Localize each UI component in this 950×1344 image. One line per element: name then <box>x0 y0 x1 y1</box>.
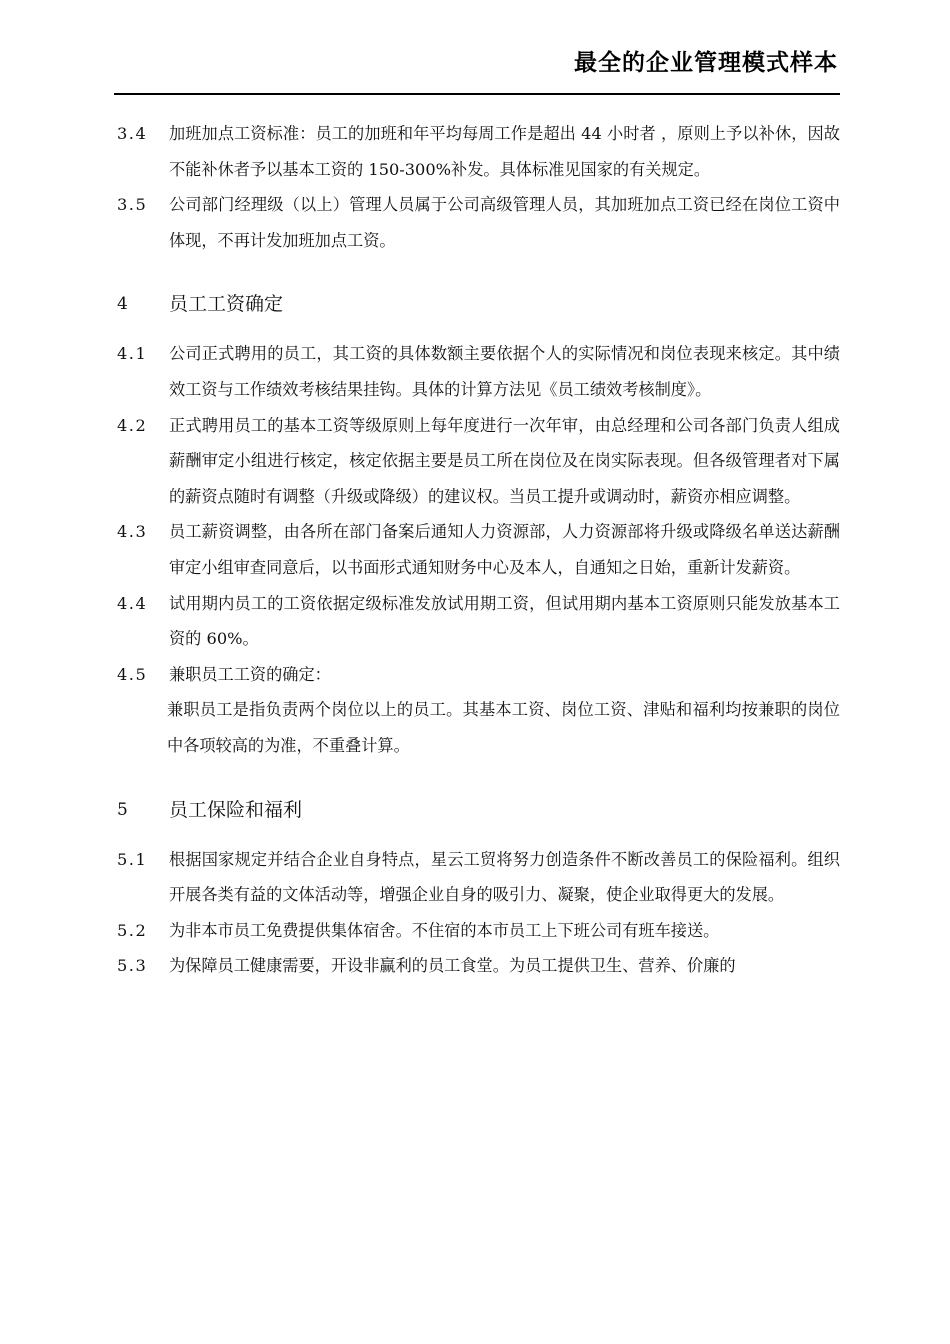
section-5-heading <box>117 790 840 830</box>
clause-4-3 <box>117 514 840 585</box>
clause-5-1 <box>117 842 840 913</box>
clause-text: 试用期内员工的工资依据定级标准发放试用期工资，但试用期内基本工资原则只能发放基本工资的 60%。 <box>169 593 840 649</box>
clause-number: 5.1 <box>117 849 148 869</box>
clause-5-2 <box>117 913 840 949</box>
clause-4-2 <box>117 408 840 515</box>
clause-number: 3.4 <box>117 124 148 143</box>
clause-4-4 <box>117 586 840 657</box>
clause-3-5 <box>117 187 840 258</box>
section-title: 员工工资确定 <box>169 293 284 316</box>
header-divider <box>114 93 840 95</box>
document-body <box>117 116 840 984</box>
clause-number: 4.2 <box>117 415 148 435</box>
section-number: 4 <box>117 294 128 315</box>
clause-number: 4.3 <box>117 522 148 542</box>
section-4-heading <box>117 284 840 324</box>
clause-number: 5.2 <box>117 920 148 940</box>
clause-number: 4.4 <box>117 593 148 613</box>
clause-3-4 <box>117 116 840 187</box>
clause-text: 根据国家规定并结合企业自身特点，星云工贸将努力创造条件不断改善员工的保险福利。组织开展各类有益的文体活动等，增强企业自身的吸引力、凝聚，使企业取得更大的发展。 <box>169 849 840 905</box>
clause-text: 员工薪资调整，由各所在部门备案后通知人力资源部，人力资源部将升级或降级名单送达薪酬审定小组审查同意后，以书面形式通知财务中心及本人，自通知之日始，重新计发薪资。 <box>169 522 840 577</box>
clause-4-1 <box>117 336 840 407</box>
clause-4-5 <box>117 657 840 693</box>
clause-5-3 <box>117 948 840 984</box>
clause-number: 5.3 <box>117 956 148 976</box>
clause-number: 3.5 <box>117 195 148 215</box>
clause-number: 4.5 <box>117 664 148 684</box>
clause-text: 公司部门经理级（以上）管理人员属于公司高级管理人员，其加班加点工资已经在岗位工资中体现，不再计发加班加点工资。 <box>169 195 840 250</box>
clause-4-5-detail: 兼职员工是指负责两个岗位以上的员工。其基本工资、岗位工资、津贴和福利均按兼职的岗位中各项较高的为准，不重叠计算。 <box>167 700 840 755</box>
clause-text: 为非本市员工免费提供集体宿舍。不住宿的本市员工上下班公司有班车接送。 <box>169 920 720 940</box>
clause-text: 公司正式聘用的员工，其工资的具体数额主要依据个人的实际情况和岗位表现来核定。其中绩效工资与工作绩效考核结果挂钩。具体的计算方法见《员工绩效考核制度》。 <box>169 344 840 399</box>
clause-number: 4.1 <box>117 344 148 364</box>
clause-text: 兼职员工工资的确定： <box>169 664 331 684</box>
clause-text: 正式聘用员工的基本工资等级原则上每年度进行一次年审，由总经理和公司各部门负责人组成薪酬审定小组进行核定，核定依据主要是员工所在岗位及在岗实际表现。但各级管理者对下属的薪资点随时有调整（升级或降级）的建议权。当员工提升或调动时，薪资亦相应调整。 <box>169 415 840 506</box>
clause-text: 为保障员工健康需要，开设非赢利的员工食堂。为员工提供卫生、营养、价廉的 <box>169 956 736 976</box>
section-number: 5 <box>117 799 128 820</box>
section-title: 员工保险和福利 <box>169 798 303 821</box>
document-header-title: 最全的企业管理模式样本 <box>574 50 838 76</box>
clause-text: 加班加点工资标准：员工的加班和年平均每周工作是超出 44 小时者 ，原则上予以补休，因故不能补休者予以基本工资的 150-300%补发。具体标准见国家的有关规定。 <box>169 124 840 179</box>
